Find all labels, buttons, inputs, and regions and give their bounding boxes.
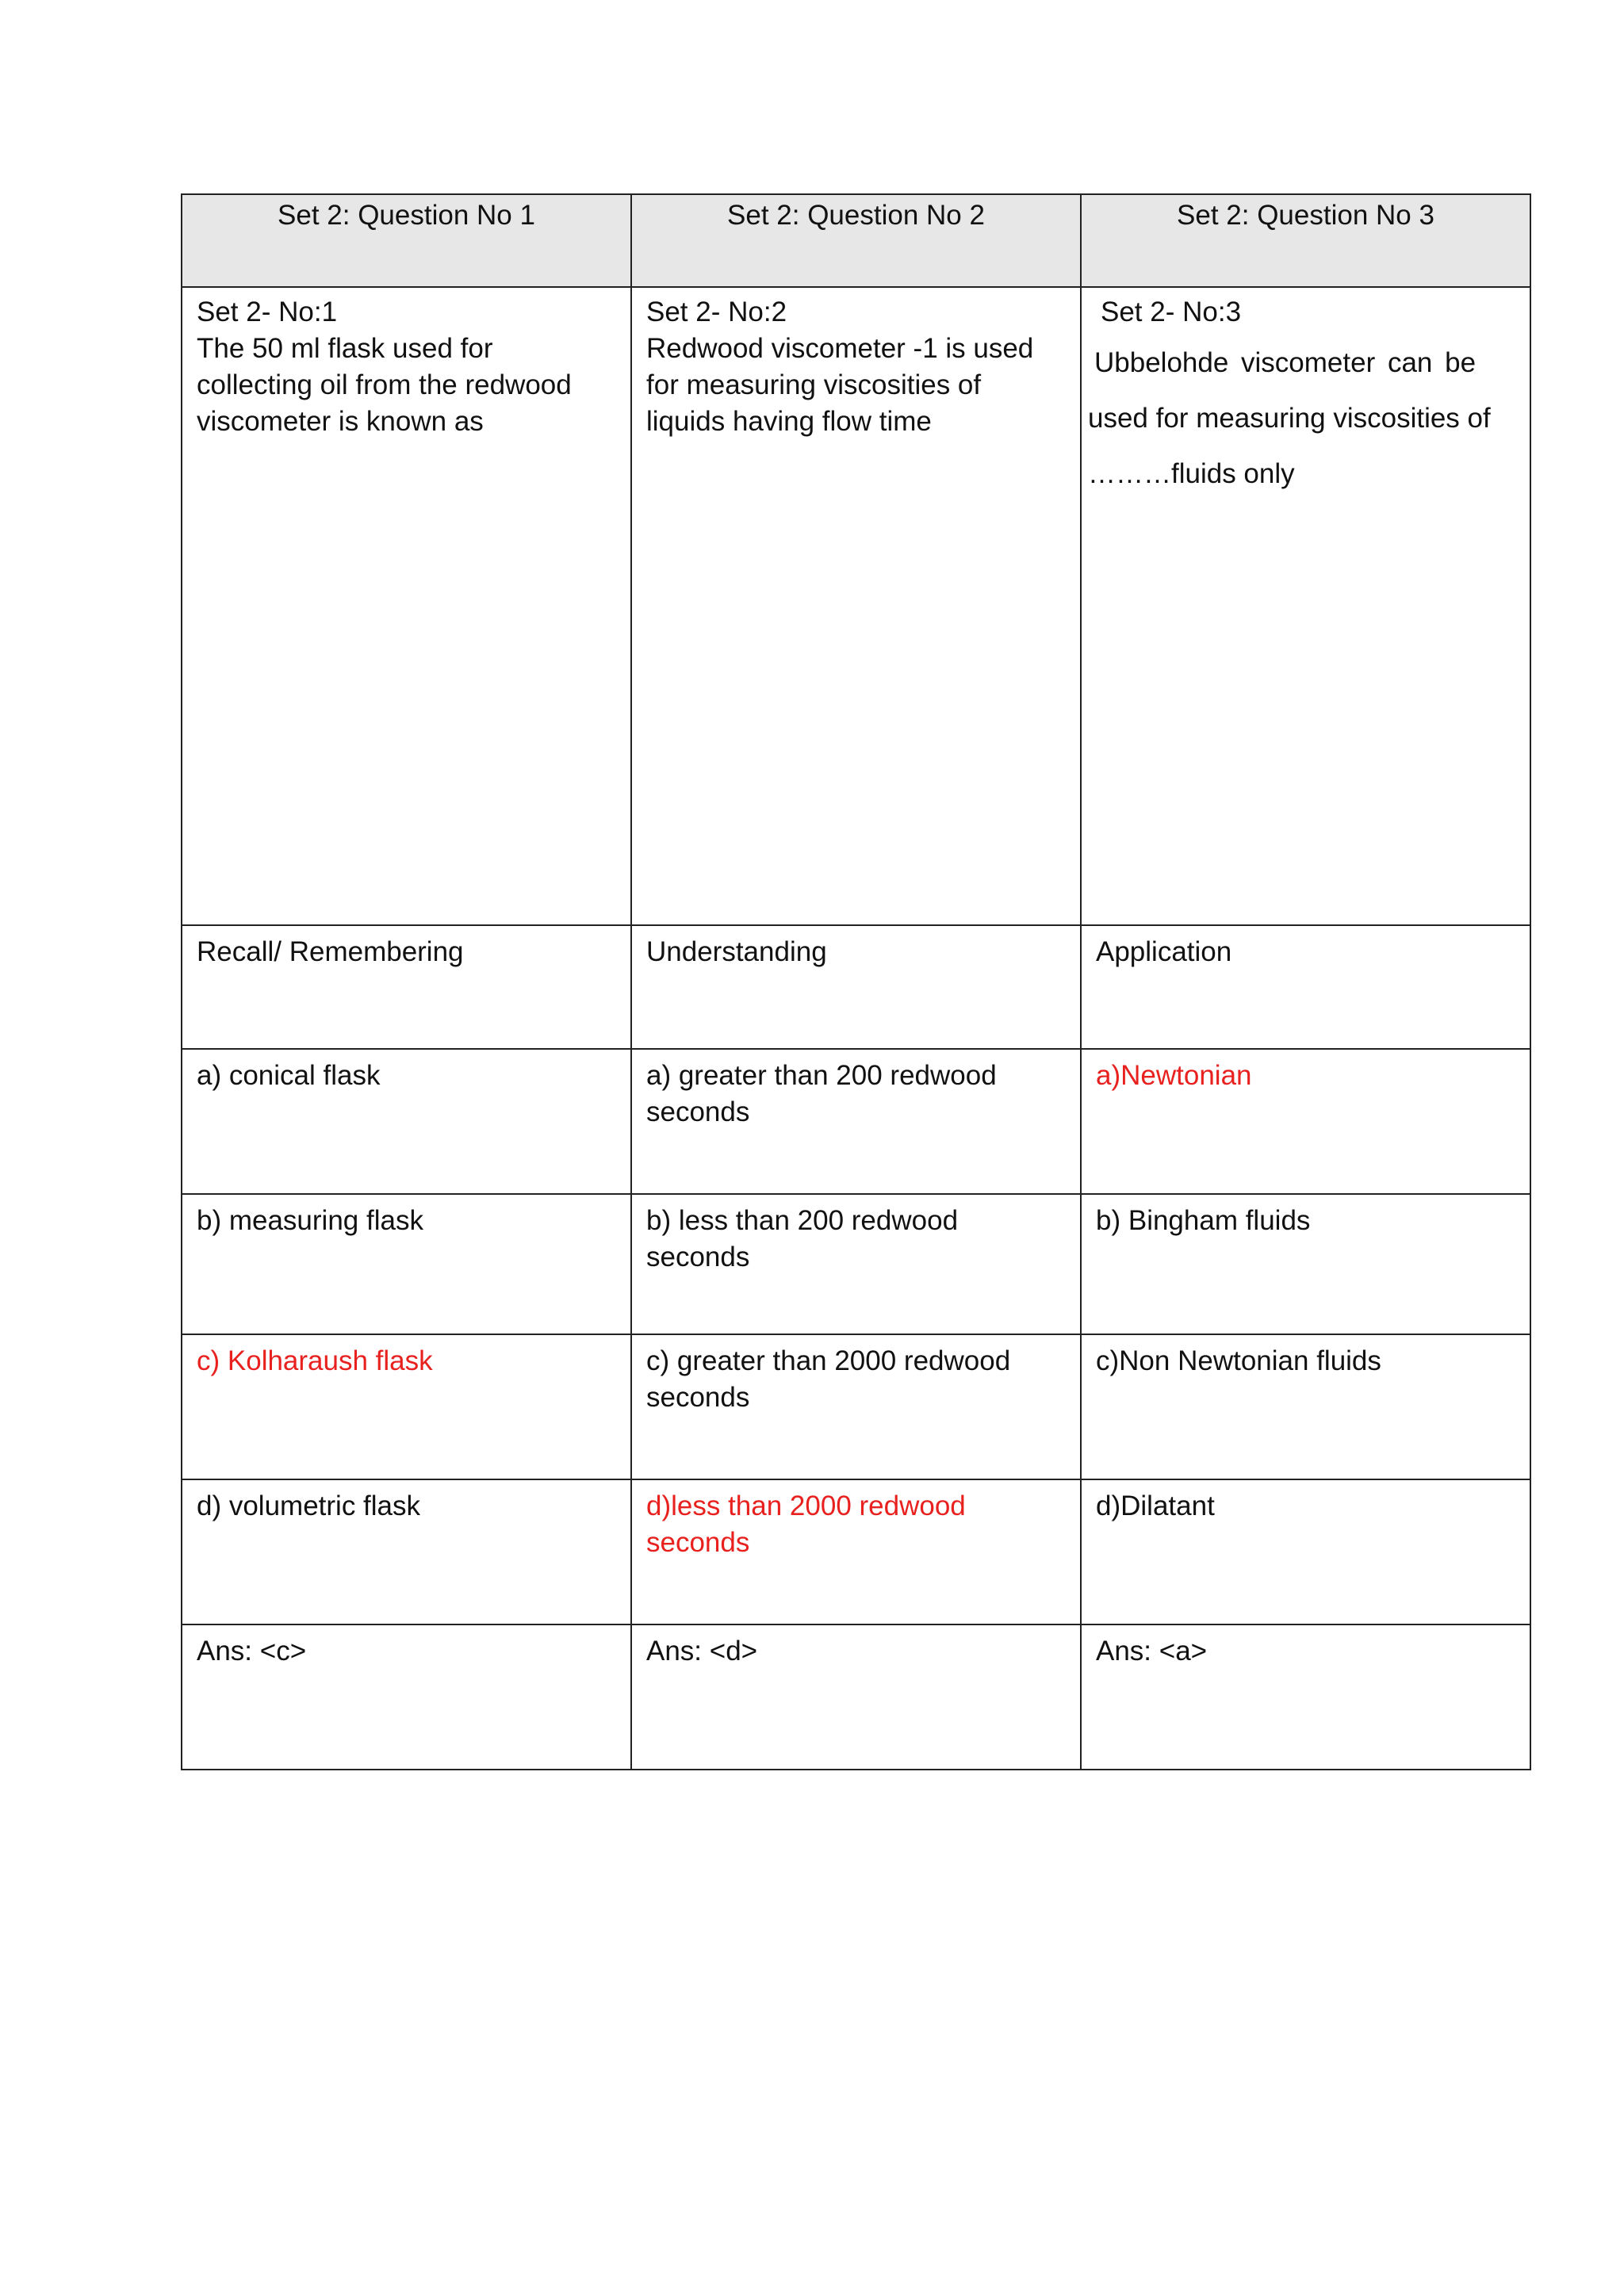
option-c-q2: c) greater than 2000 redwood seconds	[631, 1334, 1081, 1479]
option-d-q1: d) volumetric flask	[182, 1479, 631, 1624]
question-text: Redwood viscometer -1 is used for measuring viscosities of liquids having flow time	[646, 333, 1034, 437]
table-header-row	[182, 194, 1530, 287]
option-a-row	[182, 1049, 1530, 1194]
question-code: Set 2- No:2	[646, 297, 787, 327]
question-code: Set 2- No:1	[197, 297, 338, 327]
option-a-q3-correct: a)Newtonian	[1081, 1049, 1530, 1194]
answer-q1: Ans: <c>	[182, 1624, 631, 1770]
option-d-row	[182, 1479, 1530, 1624]
question-cell-2	[631, 287, 1081, 925]
option-b-q2: b) less than 200 redwood seconds	[631, 1194, 1081, 1334]
header-question-3: Set 2: Question No 3	[1081, 194, 1530, 287]
option-d-q2-correct: d)less than 2000 redwood seconds	[631, 1479, 1081, 1624]
question-text-line: ………fluids only	[1088, 458, 1295, 489]
question-cell-3	[1081, 287, 1530, 925]
question-text: The 50 ml flask used for collecting oil from the redwood viscometer is known as	[197, 333, 572, 437]
option-b-row	[182, 1194, 1530, 1334]
level-cell-2: Understanding	[631, 925, 1081, 1049]
cognitive-level-row	[182, 925, 1530, 1049]
question-code: Set 2- No:3	[1101, 297, 1242, 327]
header-question-2: Set 2: Question No 2	[631, 194, 1081, 287]
level-cell-3: Application	[1081, 925, 1530, 1049]
option-a-q1: a) conical flask	[182, 1049, 631, 1194]
option-c-q3: c)Non Newtonian fluids	[1081, 1334, 1530, 1479]
answer-q3: Ans: <a>	[1081, 1624, 1530, 1770]
option-c-row	[182, 1334, 1530, 1479]
answer-q2: Ans: <d>	[631, 1624, 1081, 1770]
question-text-row	[182, 287, 1530, 925]
header-question-1: Set 2: Question No 1	[182, 194, 631, 287]
option-b-q1: b) measuring flask	[182, 1194, 631, 1334]
question-cell-1	[182, 287, 631, 925]
answer-row	[182, 1624, 1530, 1770]
option-d-q3: d)Dilatant	[1081, 1479, 1530, 1624]
option-b-q3: b) Bingham fluids	[1081, 1194, 1530, 1334]
option-c-q1-correct: c) Kolharaush flask	[182, 1334, 631, 1479]
question-text-line: Ubbelohde viscometer can be	[1094, 347, 1477, 378]
question-text	[1088, 335, 1515, 502]
level-cell-1: Recall/ Remembering	[182, 925, 631, 1049]
option-a-q2: a) greater than 200 redwood seconds	[631, 1049, 1081, 1194]
question-table	[181, 193, 1531, 1770]
question-text-line: used for measuring viscosities of	[1088, 403, 1491, 434]
